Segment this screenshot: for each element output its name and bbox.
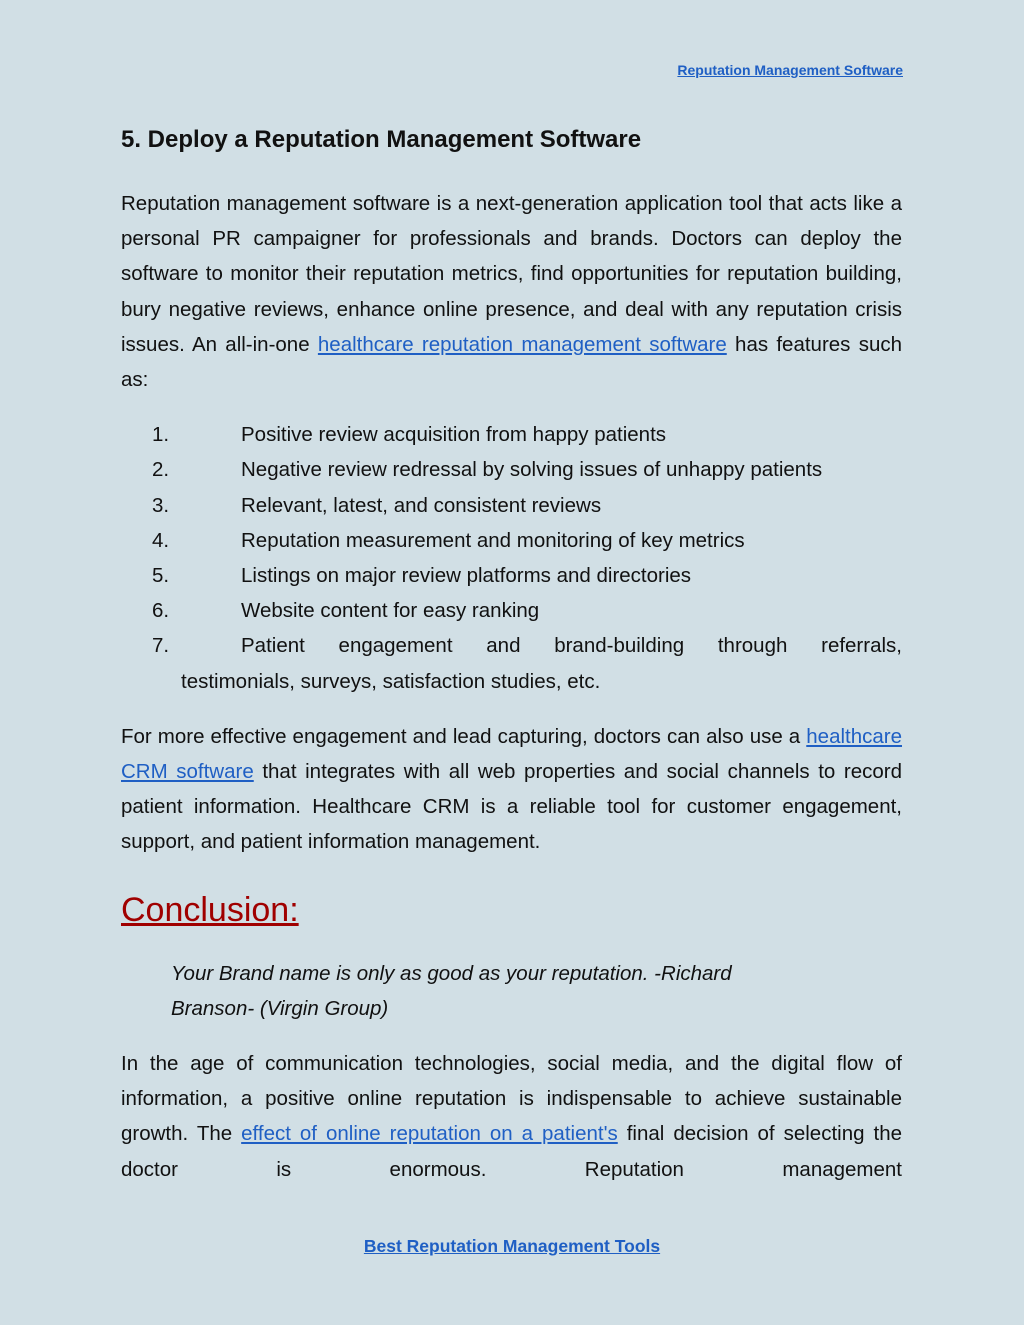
list-item: [121, 558, 902, 593]
list-item: [121, 523, 902, 558]
footer-tools-link[interactable]: Best Reputation Management Tools: [363, 1236, 661, 1256]
list-item-number: 2.: [152, 458, 170, 482]
list-item: [121, 593, 902, 628]
document-body: [121, 120, 902, 1187]
conclusion-text-before: In the age of communication technologies, social media, and the digital flow of information, a positive online reputation is indispensable to achieve sustainable growth. The: [121, 1052, 902, 1146]
list-item-text: Relevant, latest, and consistent reviews: [241, 493, 602, 517]
intro-text: Reputation management software is a next-generation application tool that acts like a personal PR campaigner for professionals and brands. Doctors can deploy the software to monitor their reputation metrics, find opportunities for reputation building, bury negative reviews, enhance online presence, and deal with any reputation crisis issues. An all-in-one: [121, 192, 902, 356]
crm-paragraph: [121, 719, 902, 860]
list-item-text: Negative review redressal by solving issues of unhappy patients: [241, 458, 823, 482]
quote: Your Brand name is only as good as your reputation. -Richard Branson- (Virgin Group): [171, 961, 732, 1020]
features-list: [121, 417, 902, 699]
list-item: [121, 628, 902, 698]
conclusion-heading: Conclusion:: [121, 890, 299, 929]
list-item-text: Patient engagement and brand-building through referrals,: [241, 634, 902, 658]
crm-text-after: that integrates with all web properties and social channels to record patient information. Healthcare CRM is a reliable tool for customer engagement, support, and patient information management.: [121, 760, 902, 854]
list-item-text: Listings on major review platforms and directories: [241, 564, 692, 588]
healthcare-crm-link[interactable]: healthcare CRM software: [121, 724, 902, 784]
intro-after-text: has features such as:: [121, 332, 903, 392]
section-heading: 5. Deploy a Reputation Management Software: [121, 126, 642, 153]
healthcare-reputation-software-link[interactable]: healthcare reputation management software: [317, 332, 727, 356]
list-item-text: Reputation measurement and monitoring of key metrics: [241, 528, 745, 552]
intro-paragraph: [121, 186, 902, 397]
list-item-number: 5.: [152, 564, 170, 588]
list-item: [121, 488, 902, 523]
header-reputation-link[interactable]: Reputation Management Software: [677, 62, 903, 78]
list-item-text: Website content for easy ranking: [241, 599, 540, 623]
list-item: [121, 452, 902, 487]
list-item-number: 7.: [152, 634, 170, 658]
list-item-number: 4.: [152, 528, 170, 552]
list-item-number: 3.: [152, 493, 170, 517]
conclusion-paragraph: [121, 1046, 902, 1187]
crm-text-before: For more effective engagement and lead capturing, doctors can also use a: [121, 724, 807, 748]
list-item-text: Positive review acquisition from happy patients: [241, 423, 667, 447]
online-reputation-effect-link[interactable]: effect of online reputation on a patient's: [241, 1122, 618, 1146]
list-item-text-continued: testimonials, surveys, satisfaction studies, etc.: [181, 669, 601, 693]
list-item-number: 1.: [152, 423, 170, 447]
conclusion-text-after: final decision of selecting the doctor is enormous. Reputation management: [121, 1122, 902, 1181]
list-item: [121, 417, 902, 452]
list-item-number: 6.: [152, 599, 170, 623]
